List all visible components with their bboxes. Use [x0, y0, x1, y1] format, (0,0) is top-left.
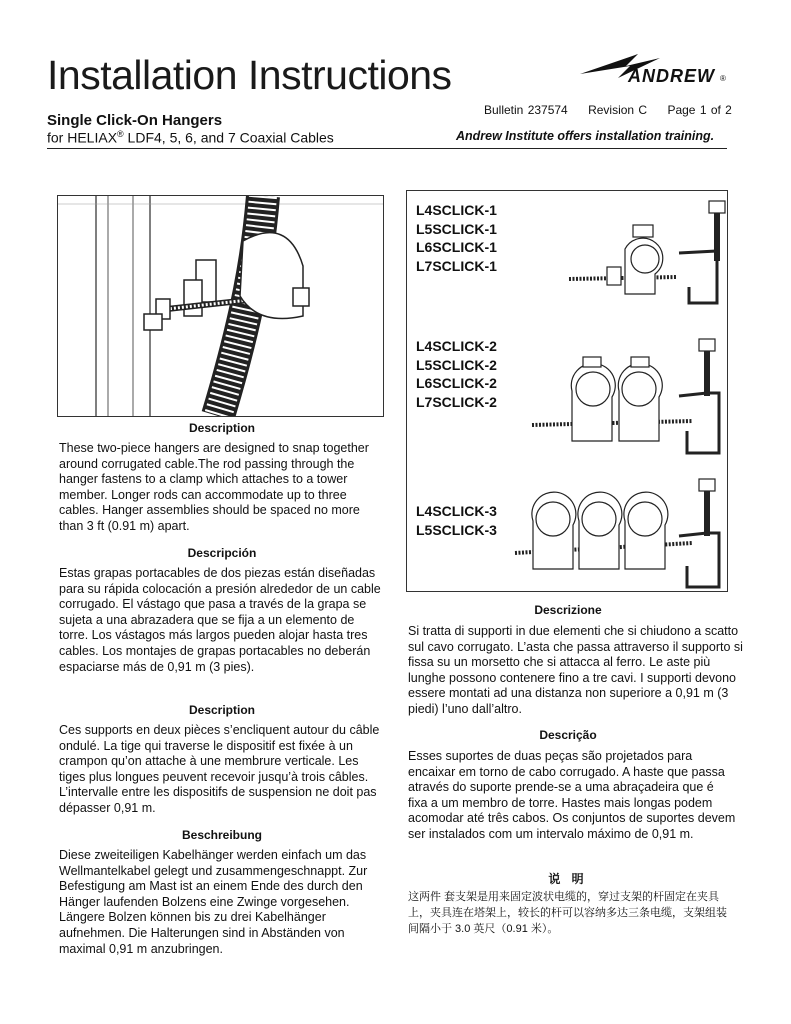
section-body-german: Diese zweiteiligen Kabelhänger werden einfach um das Wellmantelkabel gelegt und zusammengeschnappt. Zur Befestigung am Mast ist an einem Ende des durch den Hänger laufenden Bolzens eine Zwinge vorgesehen. Längere Bolzen können bis zu drei Kabelhänger aufnehmen. Die Halterungen sind in Abständen von maximal 0,91 m anzubringen. — [59, 848, 368, 956]
brand-registered-mark: ® — [720, 74, 726, 83]
hanger-1-drawing — [569, 201, 725, 303]
section-body-french: Ces supports en deux pièces s’encliquent autour du câble ondulé. La tige qui traverse le dispositif est fixée à un crampon qu’on attache à une membrure verticale. Les tiges plus longues peuvent recevoir jusqu’à trois câbles. L’intervalle entre les dispositifs de suspension ne doit pas dépasser 0,91 m. — [59, 723, 380, 815]
revision: Revision C — [588, 103, 648, 117]
part-number: L4SCLICK-1 — [416, 202, 497, 218]
part-number: L6SCLICK-2 — [416, 375, 497, 391]
subtitle-registered-mark: ® — [117, 129, 124, 139]
part-number: L5SCLICK-2 — [416, 356, 497, 373]
part-number: L5SCLICK-1 — [416, 220, 497, 237]
section-title-english: Description — [188, 421, 255, 435]
part-number: L7SCLICK-1 — [416, 257, 497, 274]
part-number: L4SCLICK-3 — [416, 503, 497, 519]
hanger-drawings — [407, 191, 727, 591]
bulletin-number: Bulletin 237574 — [484, 103, 568, 117]
subtitle-prefix: for HELIAX — [47, 129, 118, 146]
section-title-french: Description — [188, 703, 255, 717]
page-title: Installation Instructions — [47, 52, 452, 98]
part-number: L5SCLICK-3 — [416, 521, 497, 538]
section-body-chinese: 这两件 套支架是用来固定波状电缆的，穿过支架的杆固定在夹具上，夹具连在塔架上，较长的杆可以容纳多达三条电缆，支架组装间隔小于 3.0 英尺（0.91 米）。 — [408, 891, 727, 935]
section-body-spanish: Estas grapas portacables de dos piezas están diseñadas para su rápida colocación a presión alrededor de un cable corrugado. El vástago que pasa a través de la grapa se sujeta a una abrazadera que se fija a un elemento de torre. Los vástagos más largos pueden alojar hasta tres cables. Los montajes de grapas portacables no deberán espaciarse más de 0,91 m (3 pies). — [59, 566, 381, 674]
installation-illustration — [57, 195, 384, 417]
hanger-2-drawing — [532, 339, 719, 453]
part-number: L7SCLICK-2 — [416, 393, 497, 410]
section-title-italian: Descrizione — [534, 603, 602, 617]
bulletin-info — [484, 103, 732, 117]
section-body-english: These two-piece hangers are designed to snap together around corrugated cable.The rod passing through the hanger fastens to a clamp which attaches to a tower member. Longer rods can accommodate up to three cables. Hanger assemblies should be spaced no more than 3 ft (0.91 m) apart. — [59, 441, 369, 533]
section-body-portuguese: Esses suportes de duas peças são projetados para encaixar em torno de cabo corrugado. A haste que passa através do suporte prende-se a uma abraçadeira que é fixa a um membro de torre. Hastes mais longas podem acomodar até três cabos. Os conjuntos de suportes devem ser instalados com um intervalo máximo de 0,91 m. — [408, 749, 736, 841]
andrew-logo — [578, 52, 728, 92]
training-note: Andrew Institute offers installation training. — [456, 129, 715, 143]
part-number: L6SCLICK-1 — [416, 239, 497, 255]
hanger-3-drawing — [515, 479, 719, 587]
product-title: Single Click-On Hangers — [47, 112, 223, 129]
parts-diagram — [406, 190, 728, 592]
section-title-chinese: 说 明 — [548, 872, 588, 886]
part-number: L4SCLICK-2 — [416, 338, 497, 354]
section-title-spanish: Descripción — [187, 546, 257, 560]
product-subtitle — [47, 129, 334, 146]
section-title-german: Beschreibung — [181, 828, 262, 842]
brand-name: ANDREW — [628, 66, 715, 86]
subtitle-suffix: LDF4, 5, 6, and 7 Coaxial Cables — [123, 129, 334, 146]
page-number: Page 1 of 2 — [667, 103, 732, 117]
section-body-italian: Si tratta di supporti in due elementi che si chiudono a scatto sul cavo corrugato. L’asta che passa attraverso il supporto si fissa su un morsetto che si attacca al ferro. Le aste più lunghe possono contenere fino a tre cavi. I supporti devono essere montati ad una distanza non superiore a 0,91 m (3 piedi) l’uno dall’altro. — [408, 624, 743, 716]
header-divider — [47, 148, 727, 149]
section-title-portuguese: Descrição — [539, 728, 597, 742]
